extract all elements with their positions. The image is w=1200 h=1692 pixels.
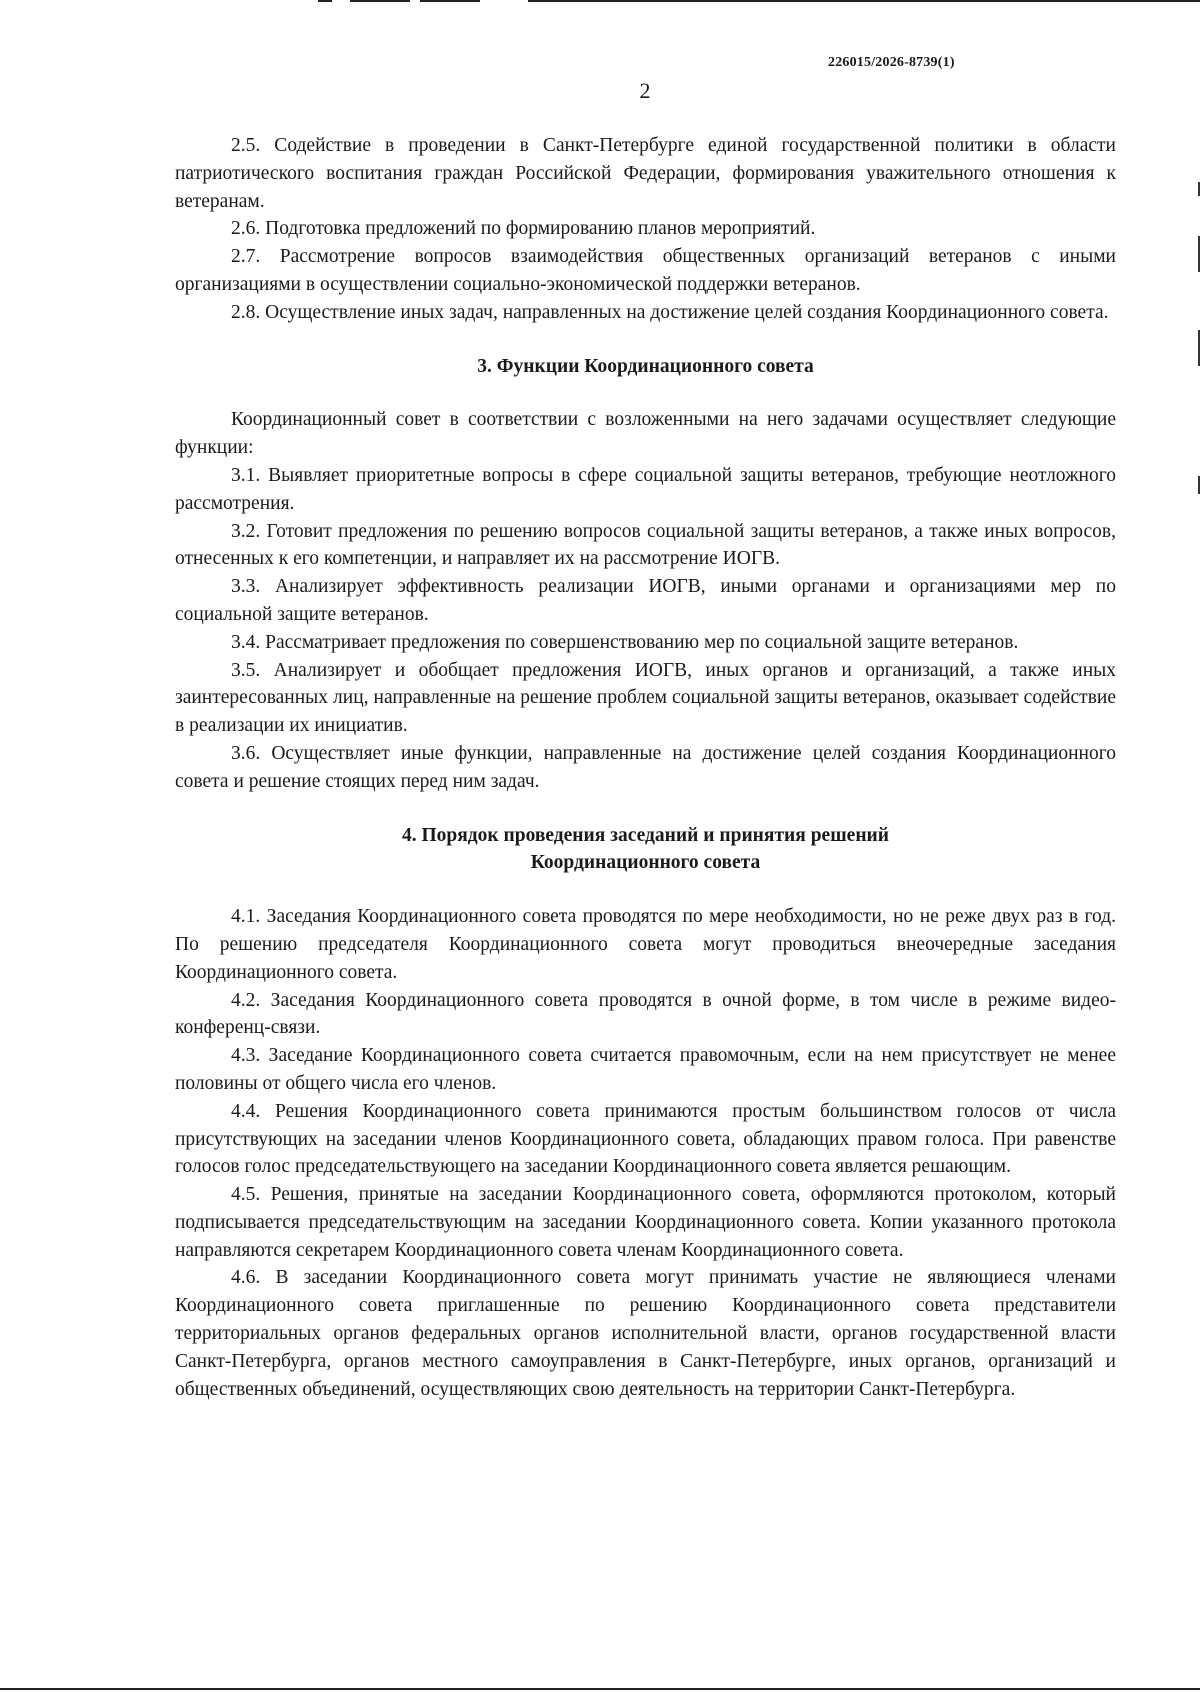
paragraph-3-4: 3.4. Рассматривает предложения по совершенствованию мер по социальной защите ветеранов. xyxy=(231,631,1019,653)
section-4-heading-line1: 4. Порядок проведения заседаний и принятия решений xyxy=(401,824,890,846)
document-body xyxy=(175,132,1116,1403)
section-3-heading: 3. Функции Координационного совета xyxy=(477,355,814,377)
paragraph-3-1: 3.1. Выявляет приоритетные вопросы в сфере социальной защиты ветеранов, требующие неотложного рассмотрения. xyxy=(175,464,1116,514)
paragraph-4-3: 4.3. Заседание Координационного совета считается правомочным, если на нем присутствует не менее половины от общего числа его членов. xyxy=(175,1045,1116,1094)
paragraph-2-5: 2.5. Содействие в проведении в Санкт-Петербурге единой государственной политики в области патриотического воспитания граждан Российской Федерации, формирования уважительного отношения к ветеранам. xyxy=(175,135,1116,212)
paragraph-3-6: 3.6. Осуществляет иные функции, направленные на достижение целей создания Координационного совета и решение стоящих перед ним задач. xyxy=(175,742,1116,792)
scan-artifact-line xyxy=(420,0,480,2)
page-number: 2 xyxy=(639,78,651,103)
paragraph-3-2: 3.2. Готовит предложения по решению вопросов социальной защиты ветеранов, а также иных вопросов, отнесенных к его компетенции, и направляет их на рассмотрение ИОГВ. xyxy=(175,520,1116,570)
scan-artifact-line xyxy=(350,0,410,2)
paragraph-3-intro: Координационный совет в соответствии с возложенными на него задачами осуществляет следующие функции: xyxy=(175,409,1116,459)
scan-artifact-line xyxy=(528,0,1200,2)
section-4-heading xyxy=(175,822,1116,878)
paragraph-4-5: 4.5. Решения, принятые на заседании Координационного совета, оформляются протоколом, который подписывается председательствующим на заседании Координационного совета. Копии указанного протокола направляются секретарем Координационного совета членам Координационного совета. xyxy=(175,1184,1116,1261)
paragraph-2-8: 2.8. Осуществление иных задач, направленных на достижение целей создания Координационного совета. xyxy=(231,301,1109,323)
document-id: 226015/2026-8739(1) xyxy=(828,55,955,70)
paragraph-4-6: 4.6. В заседании Координационного совета могут принимать участие не являющиеся членами Координационного совета приглашенные по решению Координационного совета представители территориальных органов федеральных органов исполнительной власти, органов государственной власти Санкт-Петербурга, органов местного самоуправления в Санкт-Петербурге, иных органов, организаций и общественных объединений, осуществляющих свою деятельность на территории Санкт-Петербурга. xyxy=(175,1267,1116,1400)
paragraph-4-4: 4.4. Решения Координационного совета принимаются простым большинством голосов от числа присутствующих на заседании членов Координационного совета, обладающих правом голоса. При равенстве голосов голос председательствующего на заседании Координационного совета является решающим. xyxy=(175,1100,1116,1178)
scan-artifact-line xyxy=(318,0,332,2)
paragraph-4-2: 4.2. Заседания Координационного совета проводятся в очной форме, в том числе в режиме видео-конференц-связи. xyxy=(175,989,1116,1039)
paragraph-3-5: 3.5. Анализирует и обобщает предложения ИОГВ, иных органов и организаций, а также иных заинтересованных лиц, направленные на решение проблем социальной защиты ветеранов, оказывает содействие в реализации их инициатив. xyxy=(175,659,1116,737)
paragraph-3-3: 3.3. Анализирует эффективность реализации ИОГВ, иными органами и организациями мер по социальной защите ветеранов. xyxy=(175,576,1116,625)
paragraph-2-7: 2.7. Рассмотрение вопросов взаимодействия общественных организаций ветеранов с иными организациями в осуществлении социально-экономической поддержки ветеранов. xyxy=(175,246,1116,295)
paragraph-2-6: 2.6. Подготовка предложений по формированию планов мероприятий. xyxy=(231,218,816,240)
paragraph-4-1: 4.1. Заседания Координационного совета проводятся по мере необходимости, но не реже двух раз в год. По решению председателя Координационного совета могут проводиться внеочередные заседания Координационного совета. xyxy=(175,906,1116,983)
scan-artifact-line xyxy=(0,1688,1200,1690)
section-4-heading-line2: Координационного совета xyxy=(530,852,761,874)
